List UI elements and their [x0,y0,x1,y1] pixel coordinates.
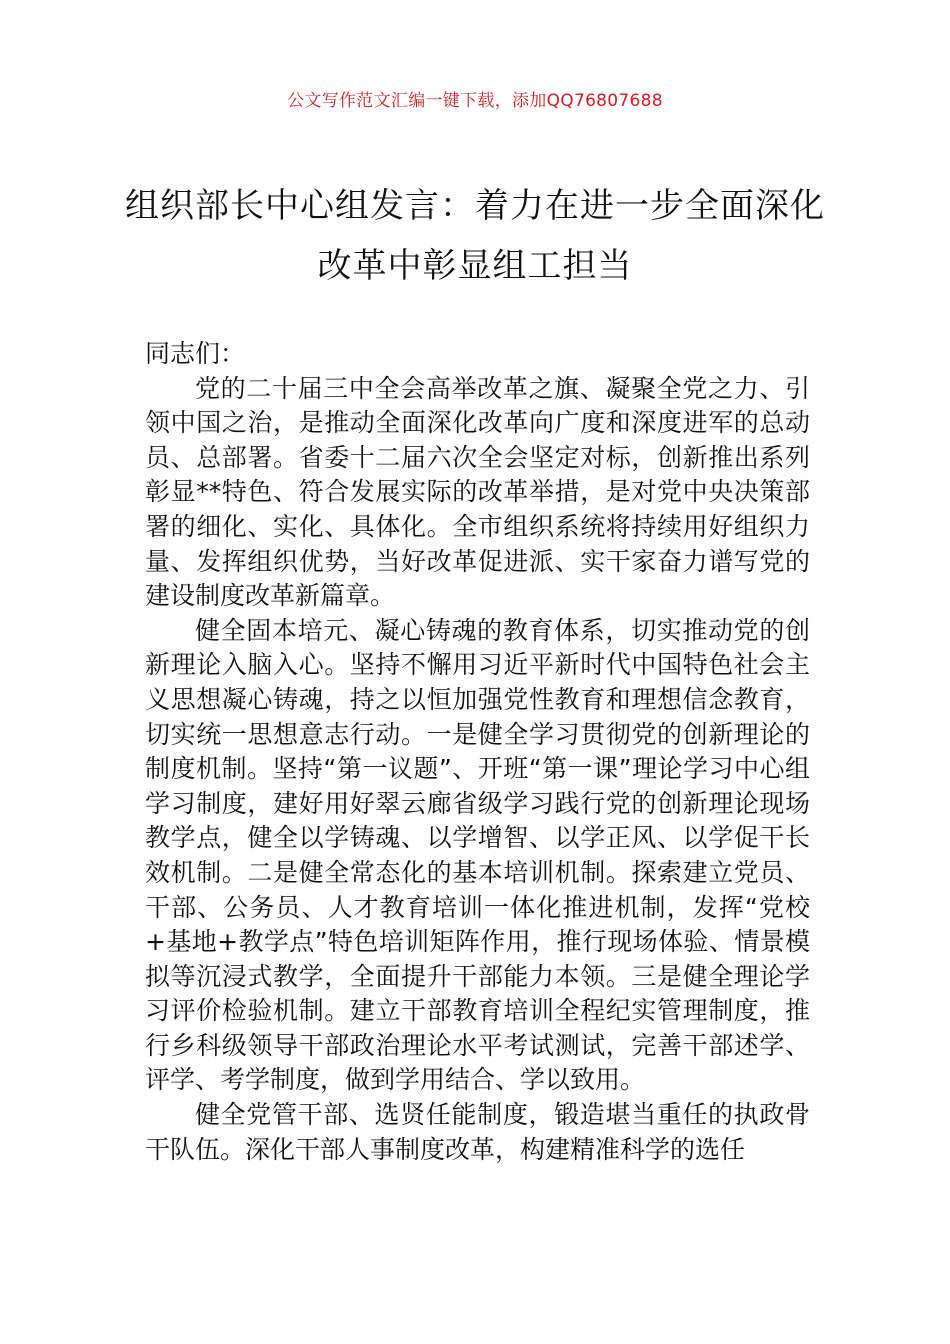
paragraph-2: 健全固本培元、凝心铸魂的教育体系，切实推动党的创新理论入脑入心。坚持不懈用习近平新时代中国特色社会主义思想凝心铸魂，持之以恒加强党性教育和理想信念教育，切实统一思想意志行动。一是健全学习贯彻党的创新理论的制度机制。坚持“第一议题”、开班“第一课”理论学习中心组学习制度，建好用好翠云廊省级学习践行党的创新理论现场教学点，健全以学铸魂、以学增智、以学正风、以学促干长效机制。二是健全常态化的基本培训机制。探索建立党员、干部、公务员、人才教育培训一体化推进机制，发挥“党校+基地+教学点”特色培训矩阵作用，推行现场体验、情景模拟等沉浸式教学，全面提升干部能力本领。三是健全理论学习评价检验机制。建立干部教育培训全程纪实管理制度，推行乡科级领导干部政治理论水平考试测试，完善干部述学、评学、考学制度，做到学用结合、学以致用。 [145,615,810,1095]
document-body [145,337,810,1167]
download-notice: 公文写作范文汇编一键下载，添加QQ76807688 [287,91,663,111]
paragraph-3: 健全党管干部、选贤任能制度，锻造堪当重任的执政骨干队伍。深化干部人事制度改革，构建精准科学的选任 [145,1100,810,1164]
document-title: 组织部长中心组发言：着力在进一步全面深化改革中彰显组工担当 [125,186,825,286]
salutation: 同志们： [145,339,246,368]
paragraph-1: 党的二十届三中全会高举改革之旗、凝聚全党之力、引领中国之治，是推动全面深化改革向广度和深度进军的总动员、总部署。省委十二届六次全会坚定对标，创新推出系列彰显**特色、符合发展实际的改革举措，是对党中央决策部署的细化、实化、具体化。全市组织系统将持续用好组织力量、发挥组织优势，当好改革促进派、实干家奋力谱写党的建设制度改革新篇章。 [145,373,810,611]
